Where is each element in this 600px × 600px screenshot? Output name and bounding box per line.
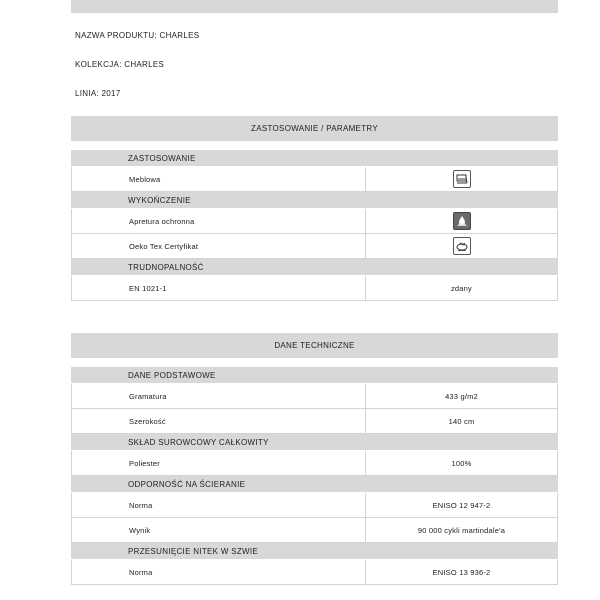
collection-name: KOLEKCJA: CHARLES xyxy=(75,60,165,69)
oeko-tex-icon xyxy=(453,237,471,255)
row-value: 140 cm xyxy=(448,416,475,426)
row-label: Oeko Tex Certyfikat xyxy=(72,234,366,258)
group-header-finish: WYKOŃCZENIE xyxy=(71,192,558,209)
section-title-technical-data: DANE TECHNICZNE xyxy=(71,333,558,358)
row-value: 433 g/m2 xyxy=(445,391,478,401)
table-row xyxy=(71,451,558,476)
row-label: Szerokość xyxy=(72,409,366,433)
table-row xyxy=(71,209,558,234)
table-row xyxy=(71,560,558,585)
group-header-composition: SKŁAD SUROWCOWY CAŁKOWITY xyxy=(71,434,558,451)
row-label: EN 1021-1 xyxy=(72,276,366,300)
row-value: ENISO 13 936-2 xyxy=(432,567,491,577)
row-label: Gramatura xyxy=(72,384,366,408)
row-label: Wynik xyxy=(72,518,366,542)
furniture-icon xyxy=(453,170,471,188)
parameters-table xyxy=(71,150,558,301)
row-value: 100% xyxy=(451,458,472,468)
group-header-application: ZASTOSOWANIE xyxy=(71,150,558,167)
row-value: 90 000 cykli martindale'a xyxy=(417,525,506,535)
top-header-bar xyxy=(71,0,558,13)
row-label: Norma xyxy=(72,493,366,517)
row-value: zdany xyxy=(450,283,472,293)
table-row xyxy=(71,276,558,301)
section-title-parameters: ZASTOSOWANIE / PARAMETRY xyxy=(71,116,558,141)
product-name: NAZWA PRODUKTU: CHARLES xyxy=(75,31,200,40)
group-header-seam-slippage: PRZESUNIĘCIE NITEK W SZWIE xyxy=(71,543,558,560)
table-row xyxy=(71,384,558,409)
row-label: Apretura ochronna xyxy=(72,209,366,233)
group-header-abrasion: ODPORNOŚĆ NA ŚCIERANIE xyxy=(71,476,558,493)
table-row xyxy=(71,518,558,543)
table-row xyxy=(71,493,558,518)
line-year: LINIA: 2017 xyxy=(75,89,121,98)
row-label: Norma xyxy=(72,560,366,584)
table-row xyxy=(71,167,558,192)
protective-finish-icon xyxy=(453,212,471,230)
row-value: ENISO 12 947-2 xyxy=(432,500,491,510)
group-header-flammability: TRUDNOPALNOŚĆ xyxy=(71,259,558,276)
table-row xyxy=(71,234,558,259)
table-row xyxy=(71,409,558,434)
technical-data-table xyxy=(71,367,558,585)
row-label: Poliester xyxy=(72,451,366,475)
row-label: Meblowa xyxy=(72,167,366,191)
group-header-basic-data: DANE PODSTAWOWE xyxy=(71,367,558,384)
